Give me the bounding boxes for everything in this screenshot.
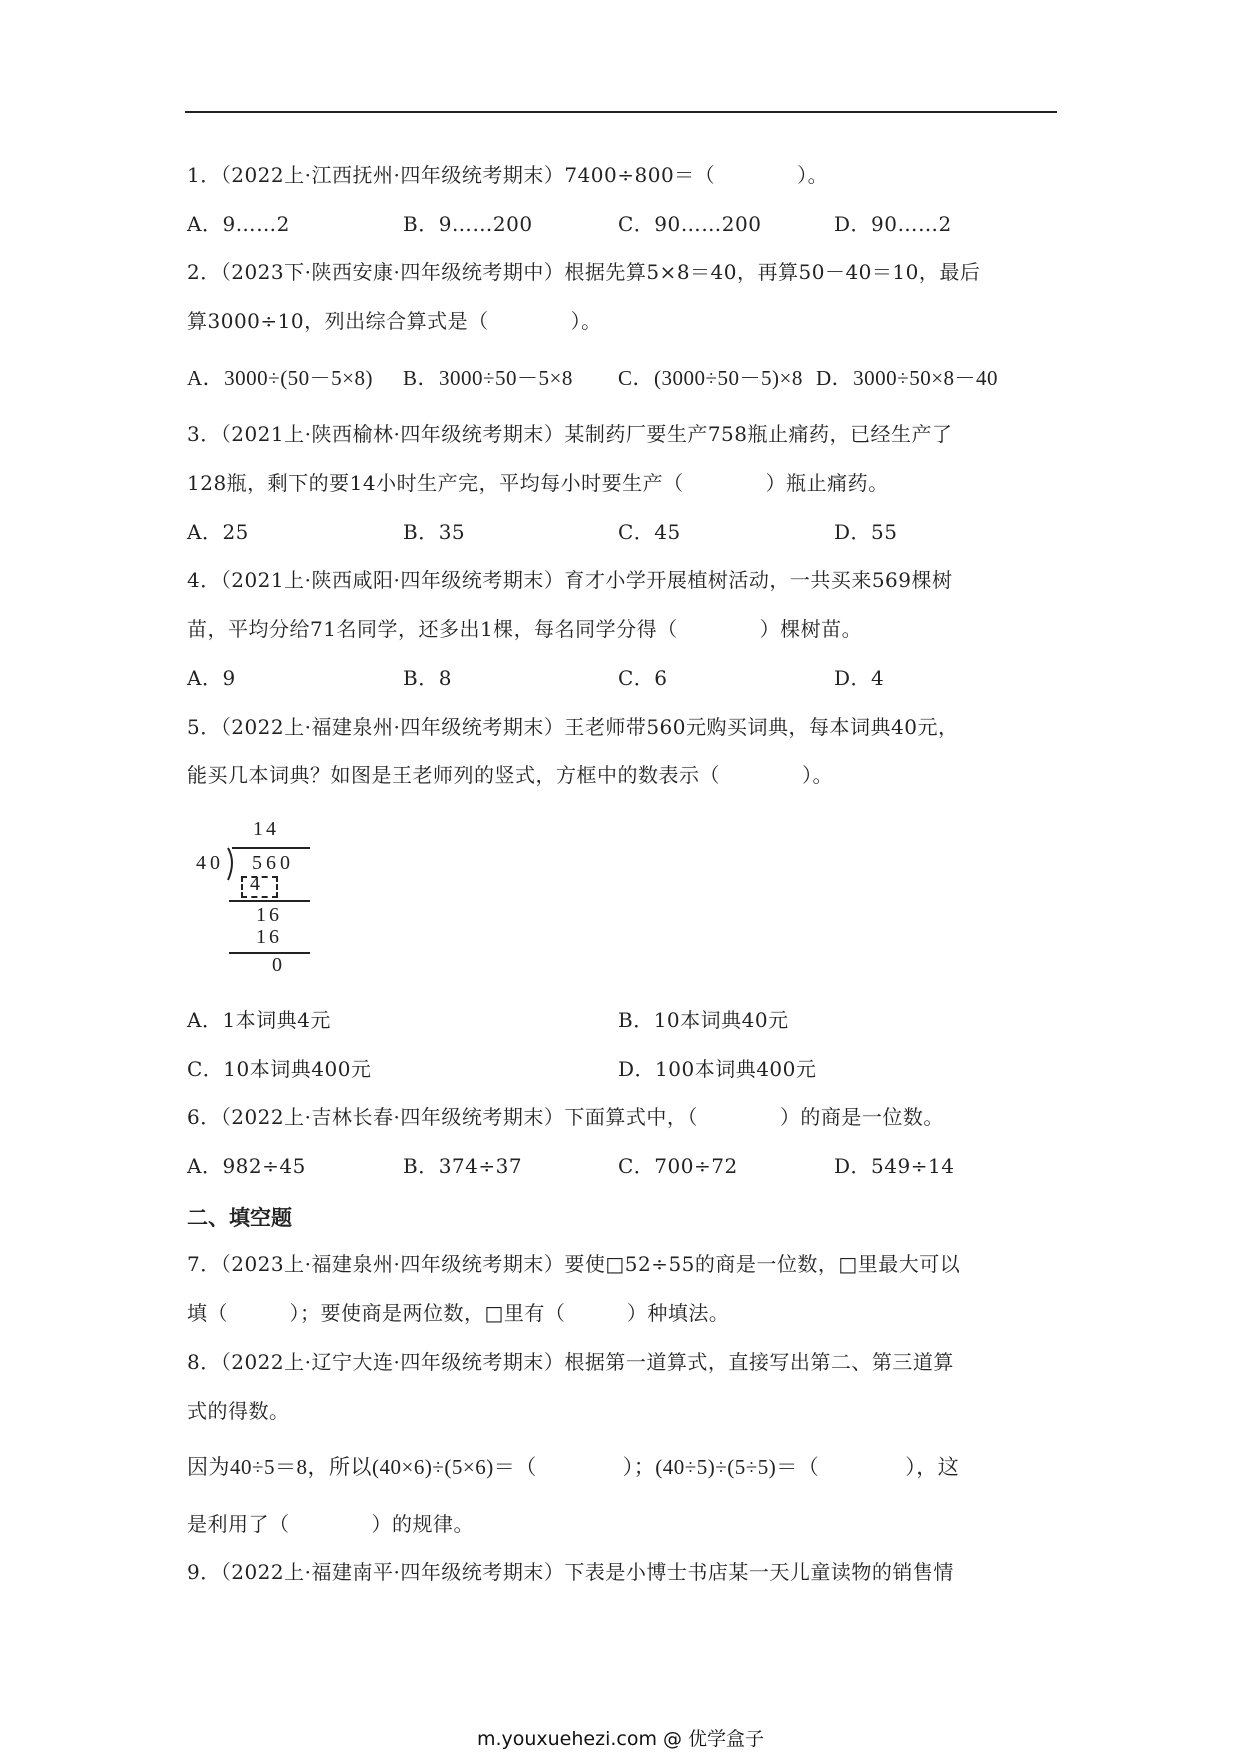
- ld-quotient: 14: [253, 818, 279, 840]
- q5-option-a[interactable]: A．1本词典4元: [187, 1008, 331, 1032]
- q1-text: 1．（2022上·江西抚州·四年级统考期末）7400÷800＝（ ）。: [187, 163, 829, 187]
- q1-option-b[interactable]: B．9……200: [403, 212, 533, 236]
- section-title-fill-blank: 二、填空题: [187, 1206, 292, 1230]
- ld-bar-1: [229, 900, 310, 902]
- q8-line2: 式的得数。: [187, 1399, 290, 1423]
- header-rule: [185, 111, 1057, 113]
- q5-line2: 能买几本词典？如图是王老师列的竖式，方框中的数表示（ ）。: [187, 763, 833, 787]
- q8-line1: 8．（2022上·辽宁大连·四年级统考期末）根据第一道算式，直接写出第二、第三道算: [187, 1350, 954, 1374]
- q8-line4: 是利用了（ ）的规律。: [187, 1512, 474, 1536]
- q7-line2: 填（ ）；要使商是两位数，□里有（ ）种填法。: [187, 1301, 730, 1325]
- footer-watermark[interactable]: m.youxuehezi.com @ 优学盒子: [476, 1728, 765, 1750]
- ld-step1: 16: [256, 904, 282, 926]
- q4-option-c[interactable]: C．6: [618, 666, 668, 690]
- ld-dividend: 560: [252, 852, 294, 874]
- q8-line3: 因为40÷5＝8，所以(40×6)÷(5×6)＝（ ）；(40÷5)÷(5÷5)＝（ ），这: [187, 1455, 960, 1479]
- q6-option-c[interactable]: C．700÷72: [618, 1154, 738, 1178]
- q2-line1: 2．（2023下·陕西安康·四年级统考期中）根据先算5×8＝40，再算50－40＝10，最后: [187, 260, 981, 284]
- q6-option-b[interactable]: B．374÷37: [403, 1154, 523, 1178]
- q3-option-d[interactable]: D．55: [834, 520, 898, 544]
- q4-line1: 4．（2021上·陕西咸阳·四年级统考期末）育才小学开展植树活动，一共买来569棵树: [187, 568, 953, 592]
- q6-option-a[interactable]: A．982÷45: [187, 1154, 306, 1178]
- ld-boxed-digit: 4: [250, 873, 260, 895]
- ld-step2: 16: [256, 926, 282, 948]
- q1-option-d[interactable]: D．90……2: [834, 212, 952, 236]
- q5-option-b[interactable]: B．10本词典40元: [618, 1008, 789, 1032]
- q5-option-c[interactable]: C．10本词典400元: [187, 1057, 372, 1081]
- q4-option-d[interactable]: D．4: [834, 666, 885, 690]
- q4-line2: 苗，平均分给71名同学，还多出1棵，每名同学分得（ ）棵树苗。: [187, 617, 863, 641]
- q1-option-a[interactable]: A．9……2: [187, 212, 290, 236]
- q2-option-b[interactable]: B．3000÷50－5×8: [403, 366, 573, 390]
- ld-bracket: [224, 846, 238, 882]
- ld-bar-2: [229, 952, 310, 954]
- ld-remainder: 0: [272, 954, 282, 976]
- q5-option-d[interactable]: D．100本词典400元: [618, 1057, 817, 1081]
- q3-option-b[interactable]: B．35: [403, 520, 466, 544]
- q1-option-c[interactable]: C．90……200: [618, 212, 762, 236]
- q5-line1: 5．（2022上·福建泉州·四年级统考期末）王老师带560元购买词典，每本词典40元，: [187, 715, 959, 739]
- ld-divisor: 40: [196, 852, 224, 874]
- q2-option-a[interactable]: A．3000÷(50－5×8): [187, 366, 374, 390]
- q2-option-d[interactable]: D．3000÷50×8－40: [816, 366, 999, 390]
- q6-text: 6．（2022上·吉林长春·四年级统考期末）下面算式中，（ ）的商是一位数。: [187, 1105, 944, 1129]
- q6-option-d[interactable]: D．549÷14: [834, 1154, 955, 1178]
- q3-option-a[interactable]: A．25: [187, 520, 249, 544]
- q3-line1: 3．（2021上·陕西榆林·四年级统考期末）某制药厂要生产758瓶止痛药，已经生产了: [187, 422, 953, 446]
- q4-option-b[interactable]: B．8: [403, 666, 452, 690]
- q2-option-c[interactable]: C．(3000÷50－5)×8: [618, 366, 803, 390]
- ld-top-bar: [232, 847, 310, 849]
- q3-option-c[interactable]: C．45: [618, 520, 681, 544]
- q7-line1: 7．（2023上·福建泉州·四年级统考期末）要使□52÷55的商是一位数，□里最大可以: [187, 1252, 961, 1276]
- q4-option-a[interactable]: A．9: [187, 666, 236, 690]
- q3-line2: 128瓶，剩下的要14小时生产完，平均每小时要生产（ ）瓶止痛药。: [187, 471, 889, 495]
- q9-line1: 9．（2022上·福建南平·四年级统考期末）下表是小博士书店某一天儿童读物的销售情: [187, 1560, 954, 1584]
- q2-line2: 算3000÷10，列出综合算式是（ ）。: [187, 309, 602, 333]
